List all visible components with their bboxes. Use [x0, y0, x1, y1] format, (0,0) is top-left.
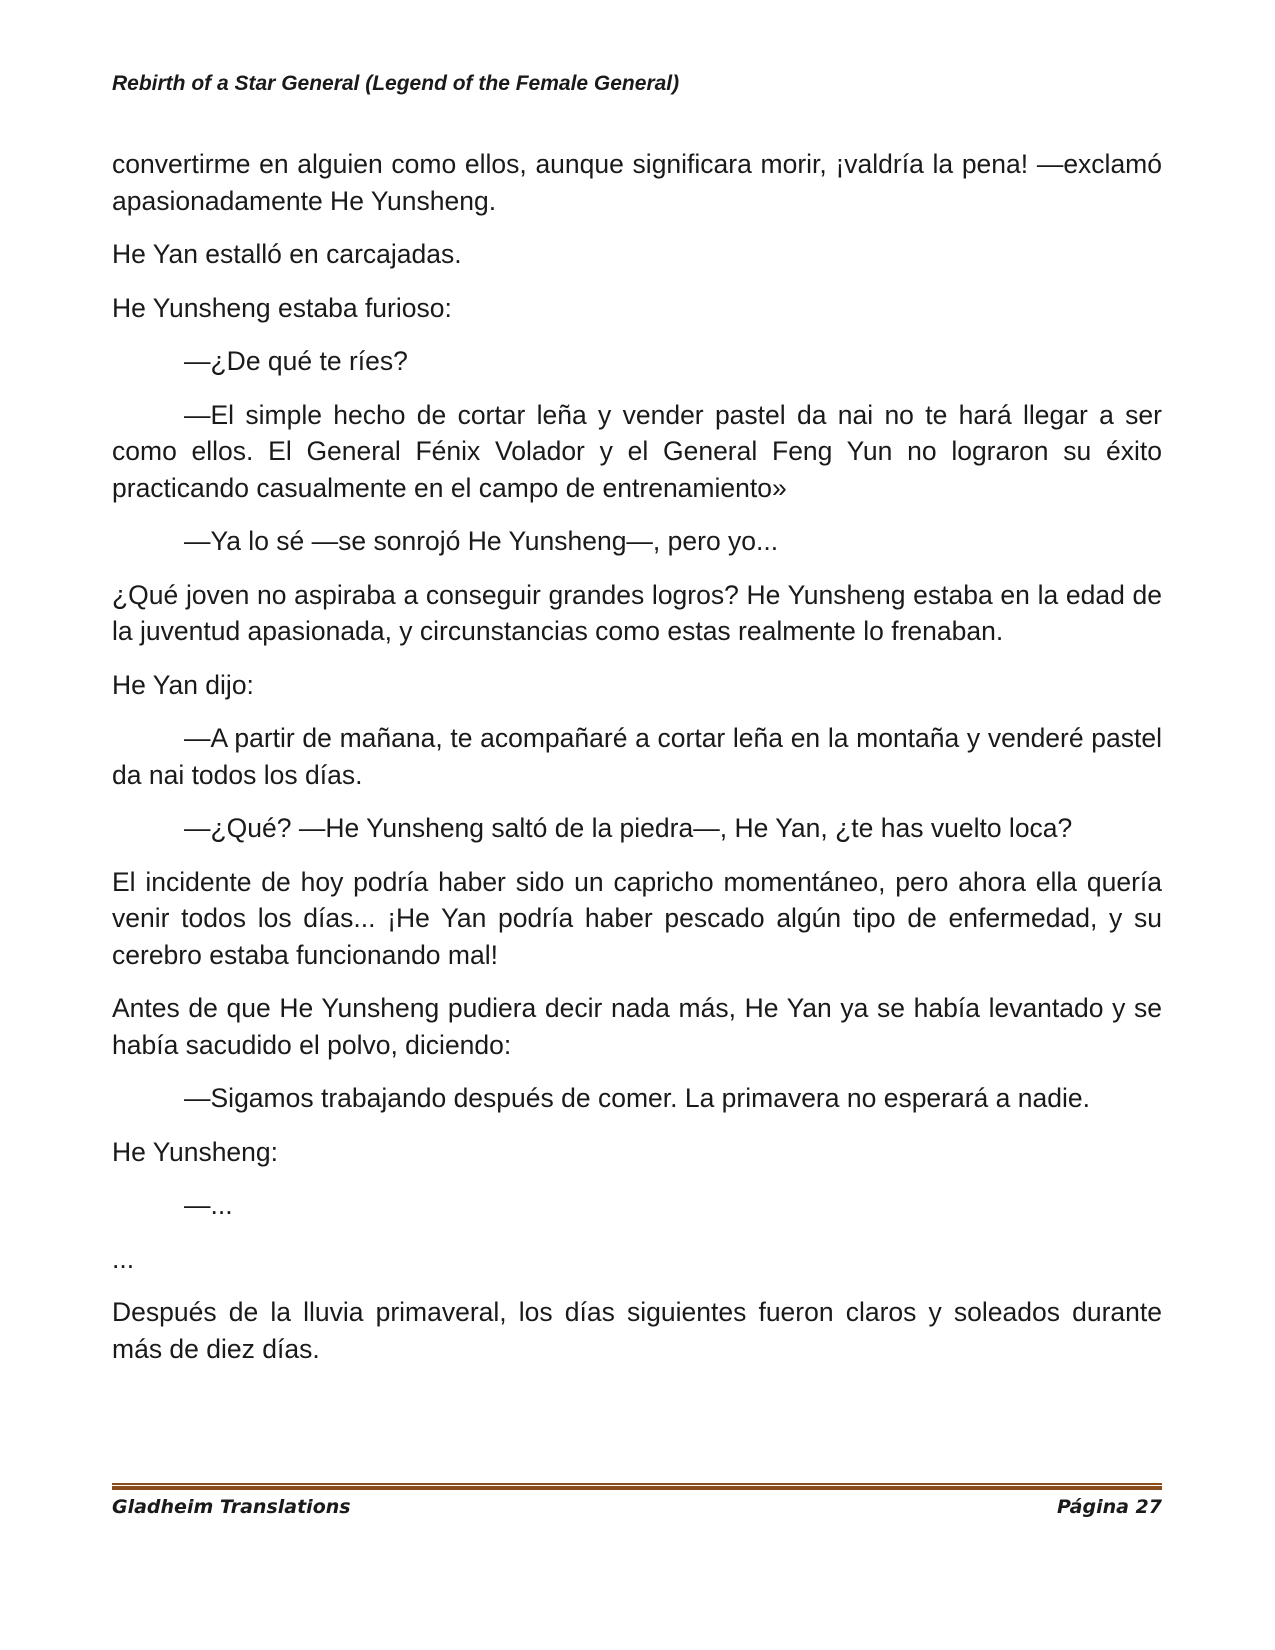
footer-divider [112, 1483, 1162, 1490]
paragraph: —¿Qué? —He Yunsheng saltó de la piedra—, He Yan, ¿te has vuelto loca? [184, 813, 1073, 843]
paragraph: He Yan dijo: [112, 669, 254, 700]
paragraph: ... [112, 1243, 135, 1274]
paragraph: convertirme en alguien como ellos, aunque significara morir, ¡valdría la pena! —exclamó apasionadamente He Yunsheng. [112, 149, 1162, 216]
page-header-title: Rebirth of a Star General (Legend of the Female General) [112, 72, 680, 95]
footer-divider-thin-line [112, 1483, 1162, 1485]
paragraph: Antes de que He Yunsheng pudiera decir nada más, He Yan ya se había levantado y se había sacudido el polvo, diciendo: [112, 993, 1162, 1060]
paragraph: —Sigamos trabajando después de comer. La primavera no esperará a nadie. [184, 1083, 1090, 1113]
paragraph: —¿De qué te ríes? [184, 346, 408, 376]
footer-publisher: Gladheim Translations [112, 1496, 351, 1518]
footer-page-number: Página 27 [1056, 1496, 1162, 1518]
paragraph: He Yunsheng: [112, 1136, 279, 1167]
paragraph: Después de la lluvia primaveral, los días siguientes fueron claros y soleados durante más de diez días. [112, 1297, 1162, 1364]
paragraph: —Ya lo sé —se sonrojó He Yunsheng—, pero yo... [184, 526, 779, 556]
paragraph: He Yan estalló en carcajadas. [112, 239, 462, 269]
paragraph: —A partir de mañana, te acompañaré a cortar leña en la montaña y venderé pastel da nai todos los días. [112, 723, 1162, 790]
paragraph: El incidente de hoy podría haber sido un capricho momentáneo, pero ahora ella quería venir todos los días... ¡He Yan podría haber pescado algún tipo de enfermedad, y su cerebro estaba funcionando mal! [112, 866, 1162, 970]
paragraph: —... [184, 1190, 233, 1220]
body-text [112, 146, 1162, 1384]
paragraph: ¿Qué joven no aspiraba a conseguir grandes logros? He Yunsheng estaba en la edad de la juventud apasionada, y circunstancias como estas realmente lo frenaban. [112, 579, 1162, 646]
paragraph: —El simple hecho de cortar leña y vender pastel da nai no te hará llegar a ser como ellos. El General Fénix Volador y el General Feng Yun no lograron su éxito practicando casualmente en el campo de entrenamiento» [112, 399, 1162, 503]
footer-divider-thick-line [112, 1486, 1162, 1490]
paragraph: He Yunsheng estaba furioso: [112, 292, 452, 323]
